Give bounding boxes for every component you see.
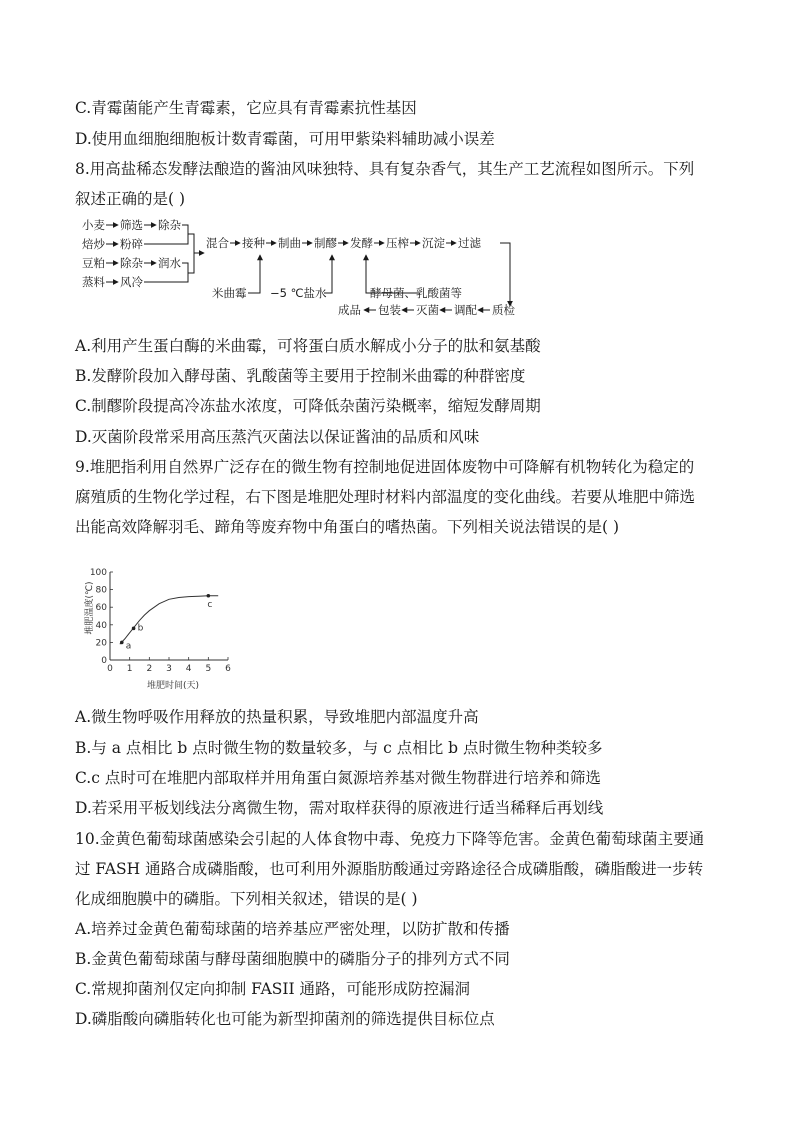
q8-option-d: D.灭菌阶段常采用高压蒸汽灭菌法以保证酱油的品质和风味	[75, 428, 480, 446]
flow-wheat: 小麦	[82, 218, 105, 232]
flow-mix: 混合	[206, 236, 229, 250]
flow-ferment: 发酵	[350, 236, 373, 250]
flow-make-mash: 制醪	[314, 236, 337, 250]
chart-ylabel: 堆肥温度(℃)	[85, 581, 95, 635]
q10-stem-line3: 化成细胞膜中的磷脂。下列相关叙述，错误的是( )	[75, 890, 418, 908]
q8-option-c: C.制醪阶段提高冷冻盐水浓度，可降低杂菌污染概率，缩短发酵周期	[75, 397, 541, 415]
y-tick-label: 80	[95, 585, 107, 596]
flow-yeast-lab: 酵母菌、乳酸菌等	[370, 286, 462, 300]
flow-brine: −5 ℃盐水	[270, 286, 327, 300]
flow-cool: 风冷	[120, 275, 143, 289]
point-label-c: c	[207, 599, 213, 610]
q10-option-d: D.磷脂酸向磷脂转化也可能为新型抑菌剂的筛选提供目标位点	[75, 1010, 495, 1028]
flow-sterilize: 灭菌	[416, 303, 439, 317]
flow-roast: 焙炒	[82, 237, 105, 251]
q9-option-a: A.微生物呼吸作用释放的热量积累，导致堆肥内部温度升高	[75, 708, 479, 726]
q9-option-c: C.c 点时可在堆肥内部取样并用角蛋白氮源培养基对微生物群进行培养和筛选	[75, 769, 601, 787]
q10-option-b: B.金黄色葡萄球菌与酵母菌细胞膜中的磷脂分子的排列方式不同	[75, 950, 510, 968]
x-tick-label: 3	[166, 664, 172, 674]
point-a	[120, 641, 124, 645]
flow-qc: 质检	[492, 303, 515, 317]
y-tick-label: 60	[95, 603, 107, 614]
flow-bean-meal: 豆粕	[82, 256, 105, 270]
q7-option-d: D.使用血细胞细胞板计数青霉菌，可用甲紫染料辅助减小误差	[75, 130, 495, 148]
q8-option-a: A.利用产生蛋白酶的米曲霉，可将蛋白质水解成小分子的肽和氨基酸	[75, 337, 541, 355]
q9-stem-line1: 9.堆肥指利用自然界广泛存在的微生物有控制地促进固体废物中可降解有机物转化为稳定的	[75, 458, 695, 476]
flow-soak: 润水	[158, 256, 181, 270]
soy-sauce-process-flowchart	[80, 213, 540, 323]
compost-temperature-chart	[78, 560, 248, 700]
q10-option-a: A.培养过金黄色葡萄球菌的培养基应严密处理，以防扩散和传播	[75, 920, 510, 938]
q10-stem-line1: 10.金黄色葡萄球菌感染会引起的人体食物中毒、免疫力下降等危害。金黄色葡萄球菌主要通	[75, 830, 705, 848]
flow-press: 压榨	[386, 236, 409, 250]
q9-stem-line2: 腐殖质的生物化学过程，右下图是堆肥处理时材料内部温度的变化曲线。若要从堆肥中筛选	[75, 488, 696, 506]
flow-crush: 粉碎	[120, 237, 143, 251]
flow-product: 成品	[338, 303, 361, 317]
y-tick-label: 20	[95, 638, 107, 649]
x-tick-label: 4	[185, 664, 192, 674]
flow-steam: 蒸料	[82, 275, 105, 289]
temperature-curve	[120, 596, 218, 644]
x-tick-label: 6	[225, 664, 231, 674]
x-tick-label: 0	[107, 664, 113, 674]
flow-clean-2: 除杂	[120, 256, 143, 270]
chart-xlabel: 堆肥时间(天)	[146, 681, 200, 691]
x-tick-label: 2	[146, 664, 153, 674]
flow-settle: 沉淀	[422, 236, 445, 250]
q10-option-c: C.常规抑菌剂仅定向抑制 FASII 通路，可能形成防控漏洞	[75, 980, 471, 998]
y-tick-label: 40	[95, 620, 107, 631]
flow-package: 包装	[378, 303, 401, 317]
x-tick-label: 1	[126, 664, 133, 674]
q7-option-c: C.青霉菌能产生青霉素，它应具有青霉素抗性基因	[75, 99, 417, 117]
flow-filter: 过滤	[458, 236, 481, 250]
flow-inoculate: 接种	[242, 236, 265, 250]
flow-blend: 调配	[454, 303, 477, 317]
flow-screen: 筛选	[120, 218, 143, 232]
flow-make-koji: 制曲	[278, 236, 301, 250]
flow-aspergillus: 米曲霉	[212, 286, 247, 300]
point-label-a: a	[125, 641, 132, 652]
point-label-b: b	[137, 623, 144, 634]
q9-option-d: D.若采用平板划线法分离微生物，需对取样获得的原液进行适当稀释后再划线	[75, 799, 604, 817]
q8-stem-line1: 8.用高盐稀态发酵法酿造的酱油风味独特、具有复杂香气，其生产工艺流程如图所示。下列	[75, 160, 695, 178]
q8-option-b: B.发酵阶段加入酵母菌、乳酸菌等主要用于控制米曲霉的种群密度	[75, 367, 526, 385]
y-tick-label: 100	[89, 568, 107, 578]
q8-stem-line2: 叙述正确的是( )	[75, 190, 186, 208]
q10-stem-line2: 过 FASH 通路合成磷脂酸，也可利用外源脂肪酸通过旁路途径合成磷脂酸，磷脂酸进一步转	[75, 860, 704, 878]
y-tick-label: 0	[101, 656, 107, 666]
x-tick-label: 5	[205, 664, 212, 674]
q9-option-b: B.与 a 点相比 b 点时微生物的数量较多，与 c 点相比 b 点时微生物种类较多	[75, 739, 603, 757]
q9-stem-line3: 出能高效降解羽毛、蹄角等废弃物中角蛋白的嗜热菌。下列相关说法错误的是( )	[75, 518, 620, 536]
point-b	[132, 627, 136, 631]
flow-clean-1: 除杂	[158, 218, 181, 232]
point-c	[207, 594, 211, 598]
